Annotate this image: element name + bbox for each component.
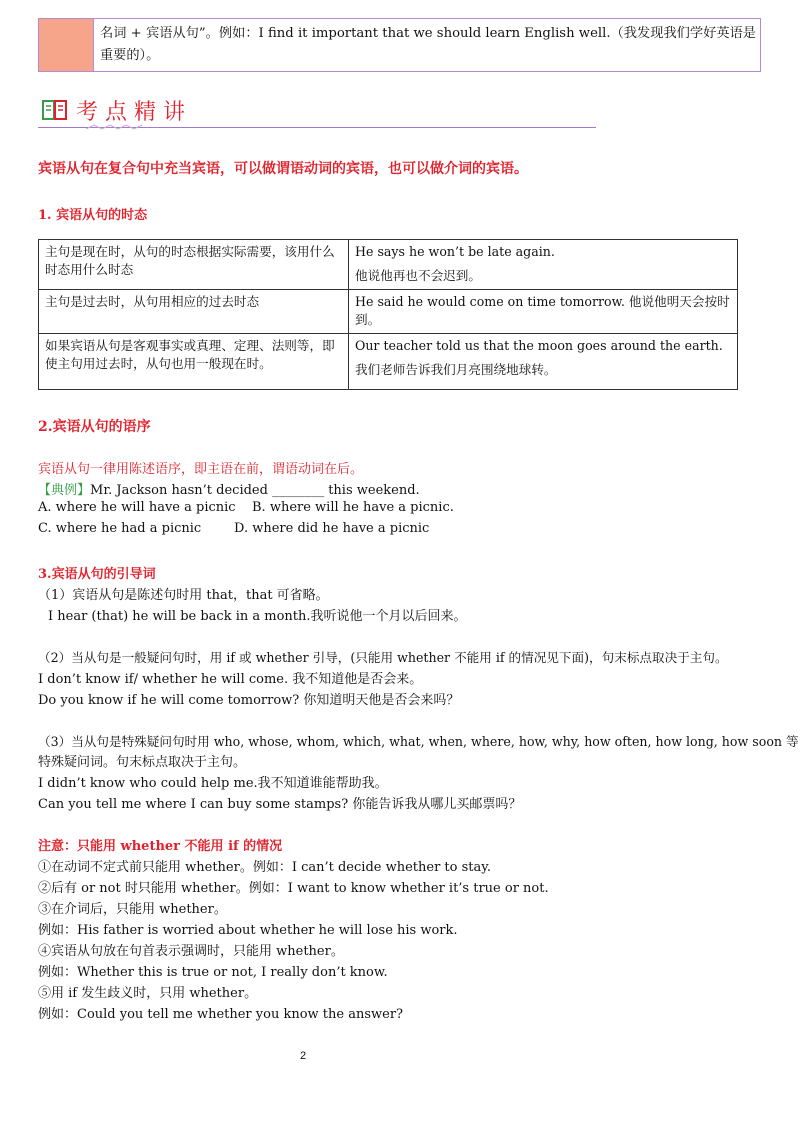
page-number: 2 — [300, 1050, 307, 1062]
continuation-box — [38, 18, 761, 72]
note-line: 例如：His father is worried about whether he will lose his work. — [38, 923, 458, 938]
option-c: C. where he had a picnic — [38, 521, 202, 536]
sec3-point3: （3）当从句是特殊疑问句时用 who, whose, whom, which, what, when, where, how, why, how often, how long, how soon 等 — [38, 734, 799, 749]
example-cn: 他说他再也不会迟到。 — [355, 268, 481, 283]
example-cell — [349, 290, 738, 334]
sec3-point2-example2: Do you know if he will come tomorrow? 你知道明天他是否会来吗？ — [38, 693, 460, 708]
example-question — [38, 479, 420, 498]
table-row — [39, 290, 738, 334]
sec2-rule: 宾语从句一律用陈述语序，即主语在前，谓语动词在后。 — [38, 462, 364, 477]
intro-statement: 宾语从句在复合句中充当宾语，可以做谓语动词的宾语，也可以做介词的宾语。 — [38, 161, 528, 177]
rule-cell: 如果宾语从句是客观事实或真理、定理、法则等，即使主句用过去时，从句也用一般现在时。 — [39, 334, 349, 390]
sec3-point3-example2: Can you tell me where I can buy some stamps? 你能告诉我从哪儿买邮票吗？ — [38, 797, 522, 812]
option-b: B. where will he have a picnic. — [252, 500, 454, 515]
sec3-point1-example: I hear (that) he will be back in a month.我听说他一个月以后回来。 — [48, 609, 467, 624]
note-line: 例如：Could you tell me whether you know the answer? — [38, 1007, 404, 1022]
rule-cell: 主句是过去时，从句用相应的过去时态 — [39, 290, 349, 334]
example-en: He says he won’t be late again. — [355, 244, 555, 259]
example-en: Our teacher told us that the moon goes around the earth. — [355, 338, 723, 353]
option-d: D. where did he have a picnic — [234, 521, 430, 536]
sec3-point2-example1: I don’t know if/ whether he will come. 我不知道他是否会来。 — [38, 672, 423, 687]
sec3-point3-cont: 特殊疑问词。句末标点取决于主句。 — [38, 755, 247, 770]
note-title: 注意：只能用 whether 不能用 if 的情况 — [38, 839, 283, 854]
continuation-text: 名词 + 宾语从句”。例如：I find it important that we should learn English well.（我发现我们学好英语是重要的）。 — [100, 26, 756, 63]
note-line: 例如：Whether this is true or not, I really don’t know. — [38, 965, 388, 980]
example-question-text: Mr. Jackson hasn’t decided ________ this weekend. — [90, 483, 420, 498]
example-cell — [349, 334, 738, 390]
note-line: ④宾语从句放在句首表示强调时，只能用 whether。 — [38, 944, 344, 959]
note-line: ⑤用 if 发生歧义时，只用 whether。 — [38, 986, 258, 1001]
book-icon — [42, 98, 68, 122]
note-line: ②后有 or not 时只能用 whether。例如：I want to know whether it’s true or not. — [38, 881, 549, 896]
tense-table — [38, 239, 738, 390]
example-cn: 我们老师告诉我们月亮围绕地球转。 — [355, 362, 557, 377]
sec2-title: 2.宾语从句的语序 — [38, 419, 151, 435]
section-heading: 考点精讲 — [76, 100, 193, 125]
table-row — [39, 240, 738, 290]
sec3-point2: （2）当从句是一般疑问句时，用 if 或 whether 引导，(只能用 whether 不能用 if 的情况见下面)，句末标点取决于主句。 — [38, 650, 728, 665]
note-line: ③在介词后，只能用 whether。 — [38, 902, 227, 917]
sec3-point1: （1）宾语从句是陈述句时用 that，that 可省略。 — [38, 588, 329, 603]
example-tag: 【典例】 — [38, 483, 91, 498]
table-row — [39, 334, 738, 390]
sec1-title: 1. 宾语从句的时态 — [38, 208, 148, 223]
color-swatch — [39, 19, 94, 71]
example-cell — [349, 240, 738, 290]
note-line: ①在动词不定式前只能用 whether。例如：I can’t decide whether to stay. — [38, 860, 492, 875]
sec3-point3-example1: I didn’t know who could help me.我不知道谁能帮助我。 — [38, 776, 388, 791]
rule-cell: 主句是现在时，从句的时态根据实际需要，该用什么时态用什么时态 — [39, 240, 349, 290]
example-en: He said he would come on time tomorrow. 他说他明天会按时到。 — [355, 294, 730, 327]
sec3-title: 3.宾语从句的引导词 — [38, 567, 156, 582]
option-a: A. where he will have a picnic — [38, 500, 236, 515]
heading-underline-decoration — [86, 124, 146, 130]
